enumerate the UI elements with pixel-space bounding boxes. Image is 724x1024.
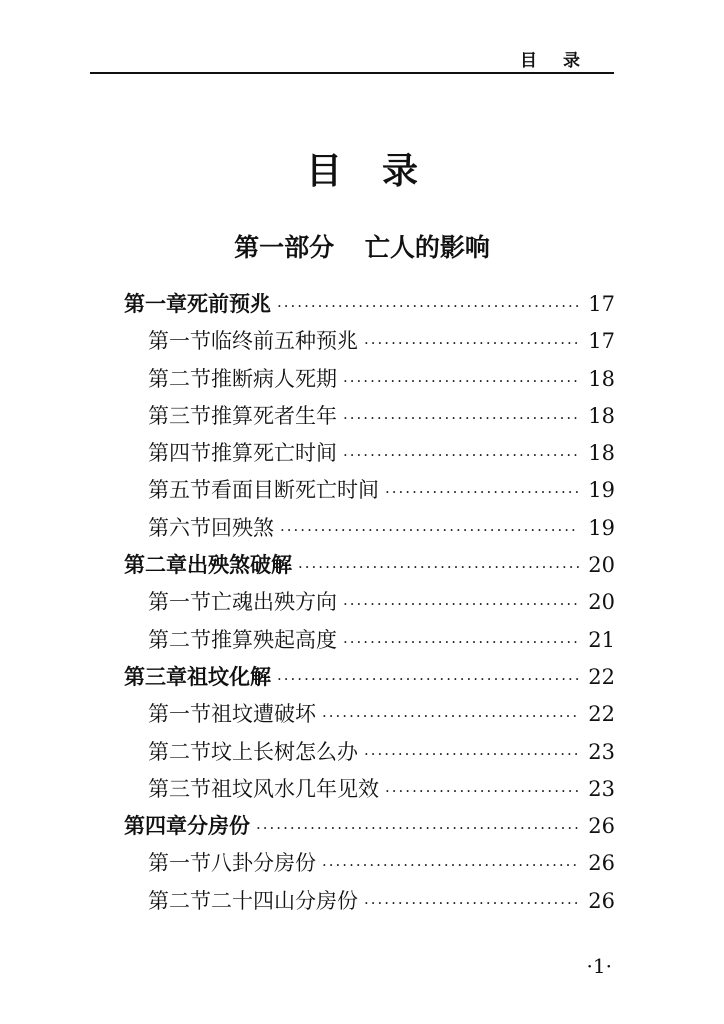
toc-dot-leader (280, 512, 579, 549)
toc-dot-leader (277, 661, 579, 698)
toc-entry-title: 祖坟化解 (187, 664, 271, 689)
toc-dot-leader (322, 698, 579, 735)
toc-chapter-entry[interactable] (120, 659, 615, 696)
toc-section-entry[interactable] (120, 883, 615, 920)
toc-section-entry[interactable] (120, 734, 615, 771)
page-title: 目录 (305, 151, 458, 192)
toc-entry-page: 22 (588, 702, 615, 727)
toc-entry-page: 23 (588, 739, 615, 764)
toc-entry-number: 第一节 (148, 702, 211, 727)
toc-entry-page: 26 (588, 851, 615, 876)
toc-entry-number: 第三章 (124, 664, 187, 689)
toc-chapter-entry[interactable] (120, 547, 615, 584)
toc-section-entry[interactable] (120, 361, 615, 398)
toc-entry-title: 回殃煞 (211, 515, 274, 540)
page-number: ·1· (586, 954, 612, 978)
toc-dot-leader (277, 288, 579, 325)
part-title: 第一部分 亡人的影响 (234, 233, 490, 262)
toc-entry-title: 推算死者生年 (211, 403, 337, 428)
toc-dot-leader (364, 325, 579, 362)
toc-entry-number: 第五节 (148, 478, 211, 503)
toc-entry-number: 第三节 (148, 776, 211, 801)
toc-dot-leader (343, 586, 579, 623)
toc-entry-title: 临终前五种预兆 (211, 329, 358, 354)
toc-entry-number: 第二节 (148, 366, 211, 391)
table-of-contents (120, 286, 615, 920)
toc-entry-number: 第一章 (124, 292, 187, 316)
toc-dot-leader (364, 736, 579, 773)
toc-dot-leader (298, 549, 579, 586)
toc-entry-number: 第一节 (148, 329, 211, 354)
toc-entry-page: 18 (588, 441, 615, 466)
toc-chapter-entry[interactable] (120, 286, 615, 323)
toc-section-entry[interactable] (120, 771, 615, 808)
toc-dot-leader (385, 773, 579, 810)
toc-entry-title: 祖坟风水几年见效 (211, 776, 379, 801)
toc-section-entry[interactable] (120, 435, 615, 472)
toc-dot-leader (322, 847, 579, 884)
toc-dot-leader (364, 885, 579, 922)
toc-section-entry[interactable] (120, 472, 615, 509)
toc-entry-page: 17 (588, 292, 615, 316)
toc-entry-page: 20 (588, 590, 615, 615)
header-rule (90, 72, 614, 74)
toc-dot-leader (385, 474, 579, 511)
toc-dot-leader (343, 437, 579, 474)
toc-section-entry[interactable] (120, 510, 615, 547)
toc-entry-page: 21 (588, 627, 615, 652)
toc-dot-leader (343, 624, 579, 661)
toc-entry-page: 26 (588, 888, 615, 913)
toc-entry-number: 第二节 (148, 888, 211, 913)
toc-entry-page: 23 (588, 776, 615, 801)
toc-entry-title: 看面目断死亡时间 (211, 478, 379, 503)
toc-dot-leader (256, 810, 579, 847)
toc-entry-page: 26 (588, 814, 615, 839)
toc-entry-page: 22 (588, 664, 615, 689)
toc-entry-title: 推算死亡时间 (211, 441, 337, 466)
toc-entry-title: 死前预兆 (187, 292, 271, 316)
toc-entry-page: 18 (588, 366, 615, 391)
toc-entry-title: 推断病人死期 (211, 366, 337, 391)
toc-section-entry[interactable] (120, 696, 615, 733)
toc-section-entry[interactable] (120, 584, 615, 621)
toc-entry-title: 二十四山分房份 (211, 888, 358, 913)
toc-section-entry[interactable] (120, 398, 615, 435)
toc-dot-leader (343, 363, 579, 400)
toc-entry-title: 坟上长树怎么办 (211, 739, 358, 764)
running-head: 目录 (520, 51, 606, 71)
toc-entry-number: 第四章 (124, 814, 187, 839)
toc-entry-number: 第六节 (148, 515, 211, 540)
toc-entry-title: 祖坟遭破坏 (211, 702, 316, 727)
toc-chapter-entry[interactable] (120, 808, 615, 845)
toc-entry-number: 第三节 (148, 403, 211, 428)
toc-entry-page: 19 (588, 515, 615, 540)
toc-entry-page: 18 (588, 403, 615, 428)
toc-entry-number: 第四节 (148, 441, 211, 466)
toc-entry-title: 亡魂出殃方向 (211, 590, 337, 615)
toc-entry-page: 17 (588, 329, 615, 354)
toc-section-entry[interactable] (120, 323, 615, 360)
toc-entry-number: 第一节 (148, 590, 211, 615)
toc-entry-number: 第一节 (148, 851, 211, 876)
toc-entry-page: 20 (588, 553, 615, 578)
toc-entry-title: 推算殃起高度 (211, 627, 337, 652)
toc-entry-title: 分房份 (187, 814, 250, 839)
toc-section-entry[interactable] (120, 622, 615, 659)
toc-entry-number: 第二节 (148, 739, 211, 764)
toc-entry-number: 第二节 (148, 627, 211, 652)
toc-section-entry[interactable] (120, 845, 615, 882)
toc-entry-title: 出殃煞破解 (187, 553, 292, 578)
toc-entry-number: 第二章 (124, 553, 187, 578)
toc-entry-title: 八卦分房份 (211, 851, 316, 876)
toc-dot-leader (343, 400, 579, 437)
toc-entry-page: 19 (588, 478, 615, 503)
